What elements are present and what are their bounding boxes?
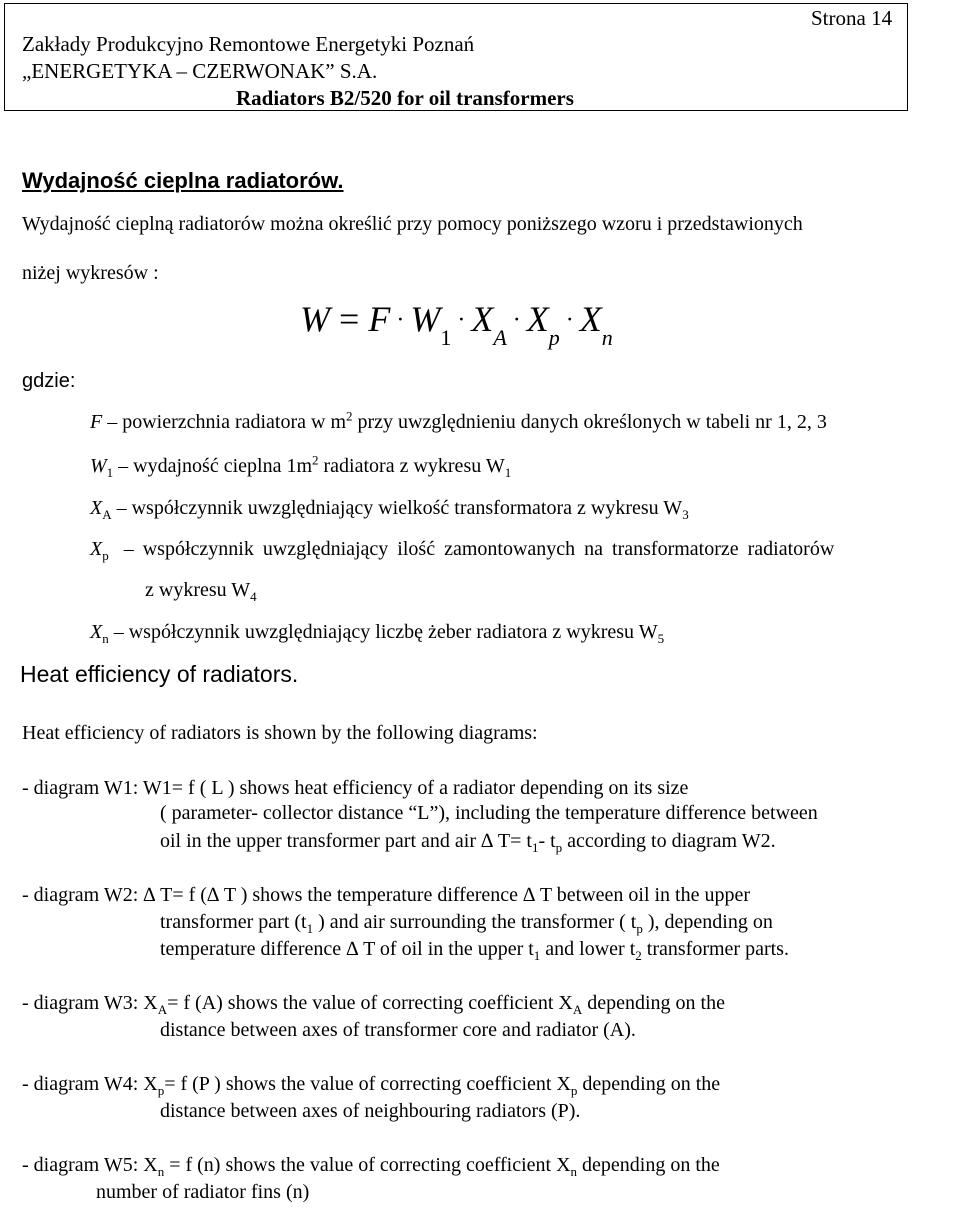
def-f: F – powierzchnia radiatora w $m^2$ przy uwzględnieniu danych określonych w tabeli nr 1, 2, 3: [90, 408, 827, 433]
delta-icon: ∆: [143, 884, 156, 906]
formula-xa: X: [471, 299, 494, 339]
formula-w: W: [300, 299, 330, 339]
diagram-w3-line1: - diagram W3: $X_A= f$ (A) shows the value of correcting coefficient $X_A$ depending on the: [22, 992, 725, 1017]
formula-w1: W: [410, 299, 441, 339]
def-w1: $W_1$ – wydajność cieplna $1m^2$ radiatora z wykresu $W_1$: [90, 452, 512, 480]
diagram-w4-line2: distance between axes of neighbouring radiators (P).: [160, 1100, 581, 1122]
delta-icon: ∆: [206, 884, 220, 906]
diagram-w1-line3: oil in the upper transformer part and air ∆ $T= t_1-$ $t_p$ according to diagram W2.: [160, 830, 776, 855]
def-xp-cont: z wykresu $W_4$: [145, 579, 257, 604]
diagram-w1-line2: ( parameter- collector distance “L”), including the temperature difference between: [160, 802, 818, 824]
company-name: Zakłady Produkcyjno Remontowe Energetyki Poznań: [22, 32, 475, 56]
page-number: Strona 14: [811, 6, 893, 30]
def-xn: $X_n$ – współczynnik uwzględniający liczbę żeber radiatora z wykresu $W_5$: [90, 621, 665, 646]
diagram-w2-line2: transformer part ($t_1$ ) and air surrounding the transformer ( $t_p$ ), depending on: [160, 911, 773, 936]
formula-equals: =: [339, 299, 360, 339]
diagram-w1-line1: - diagram W1: W1= f ( L ) shows heat efficiency of a radiator depending on its size: [22, 777, 689, 799]
def-xa: $X_A$ – współczynnik uwzględniający wielkość transformatora z wykresu $W_3$: [90, 497, 689, 522]
intro-en: Heat efficiency of radiators is shown by the following diagrams:: [22, 722, 538, 744]
gdzie-label: gdzie:: [22, 370, 76, 392]
delta-icon: ∆: [481, 830, 494, 852]
diagram-w3-line2: distance between axes of transformer core and radiator (A).: [160, 1019, 636, 1041]
document-title: Radiators B2/520 for oil transformers: [236, 86, 574, 110]
section-heading-pl: Wydajność cieplna radiatorów.: [22, 168, 344, 193]
delta-icon: ∆: [346, 938, 359, 960]
diagram-w4-line1: - diagram W4: $X_p= f$ (P ) shows the value of correcting coefficient $X_p$ depending on the: [22, 1073, 721, 1098]
formula-f: F: [368, 299, 391, 339]
diagram-w5-line2: number of radiator fins (n): [96, 1181, 310, 1203]
efficiency-formula: $W = F \cdot W_1\cdot X_A\cdot X_p\cdot X_n$: [300, 299, 613, 350]
diagram-w2-line3: temperature difference ∆ T of oil in the upper $t_1$ and lower $t_2$ transformer parts.: [160, 938, 789, 963]
formula-xn: X: [579, 299, 602, 339]
diagram-w5-line1: - diagram W5: $X_n = f$ (n) shows the value of correcting coefficient $X_n$ depending on the: [22, 1154, 720, 1179]
intro-pl-line2: niżej wykresów :: [22, 262, 159, 284]
def-xp: $X_p$ – współczynnik uwzględniający ilość zamontowanych na transformatorze radiatorów: [90, 538, 835, 563]
formula-xp: X: [526, 299, 549, 339]
section-heading-en: Heat efficiency of radiators.: [20, 661, 299, 687]
delta-icon: ∆: [523, 884, 536, 906]
diagram-w2-line1: - diagram W2: ∆ T= f (∆ T ) shows the temperature difference ∆ T between oil in the upper: [22, 884, 751, 906]
company-brand: „ENERGETYKA – CZERWONAK” S.A.: [22, 59, 378, 83]
intro-pl-line1: Wydajność cieplną radiatorów można określić przy pomocy poniższego wzoru i przedstawionych: [22, 213, 803, 235]
